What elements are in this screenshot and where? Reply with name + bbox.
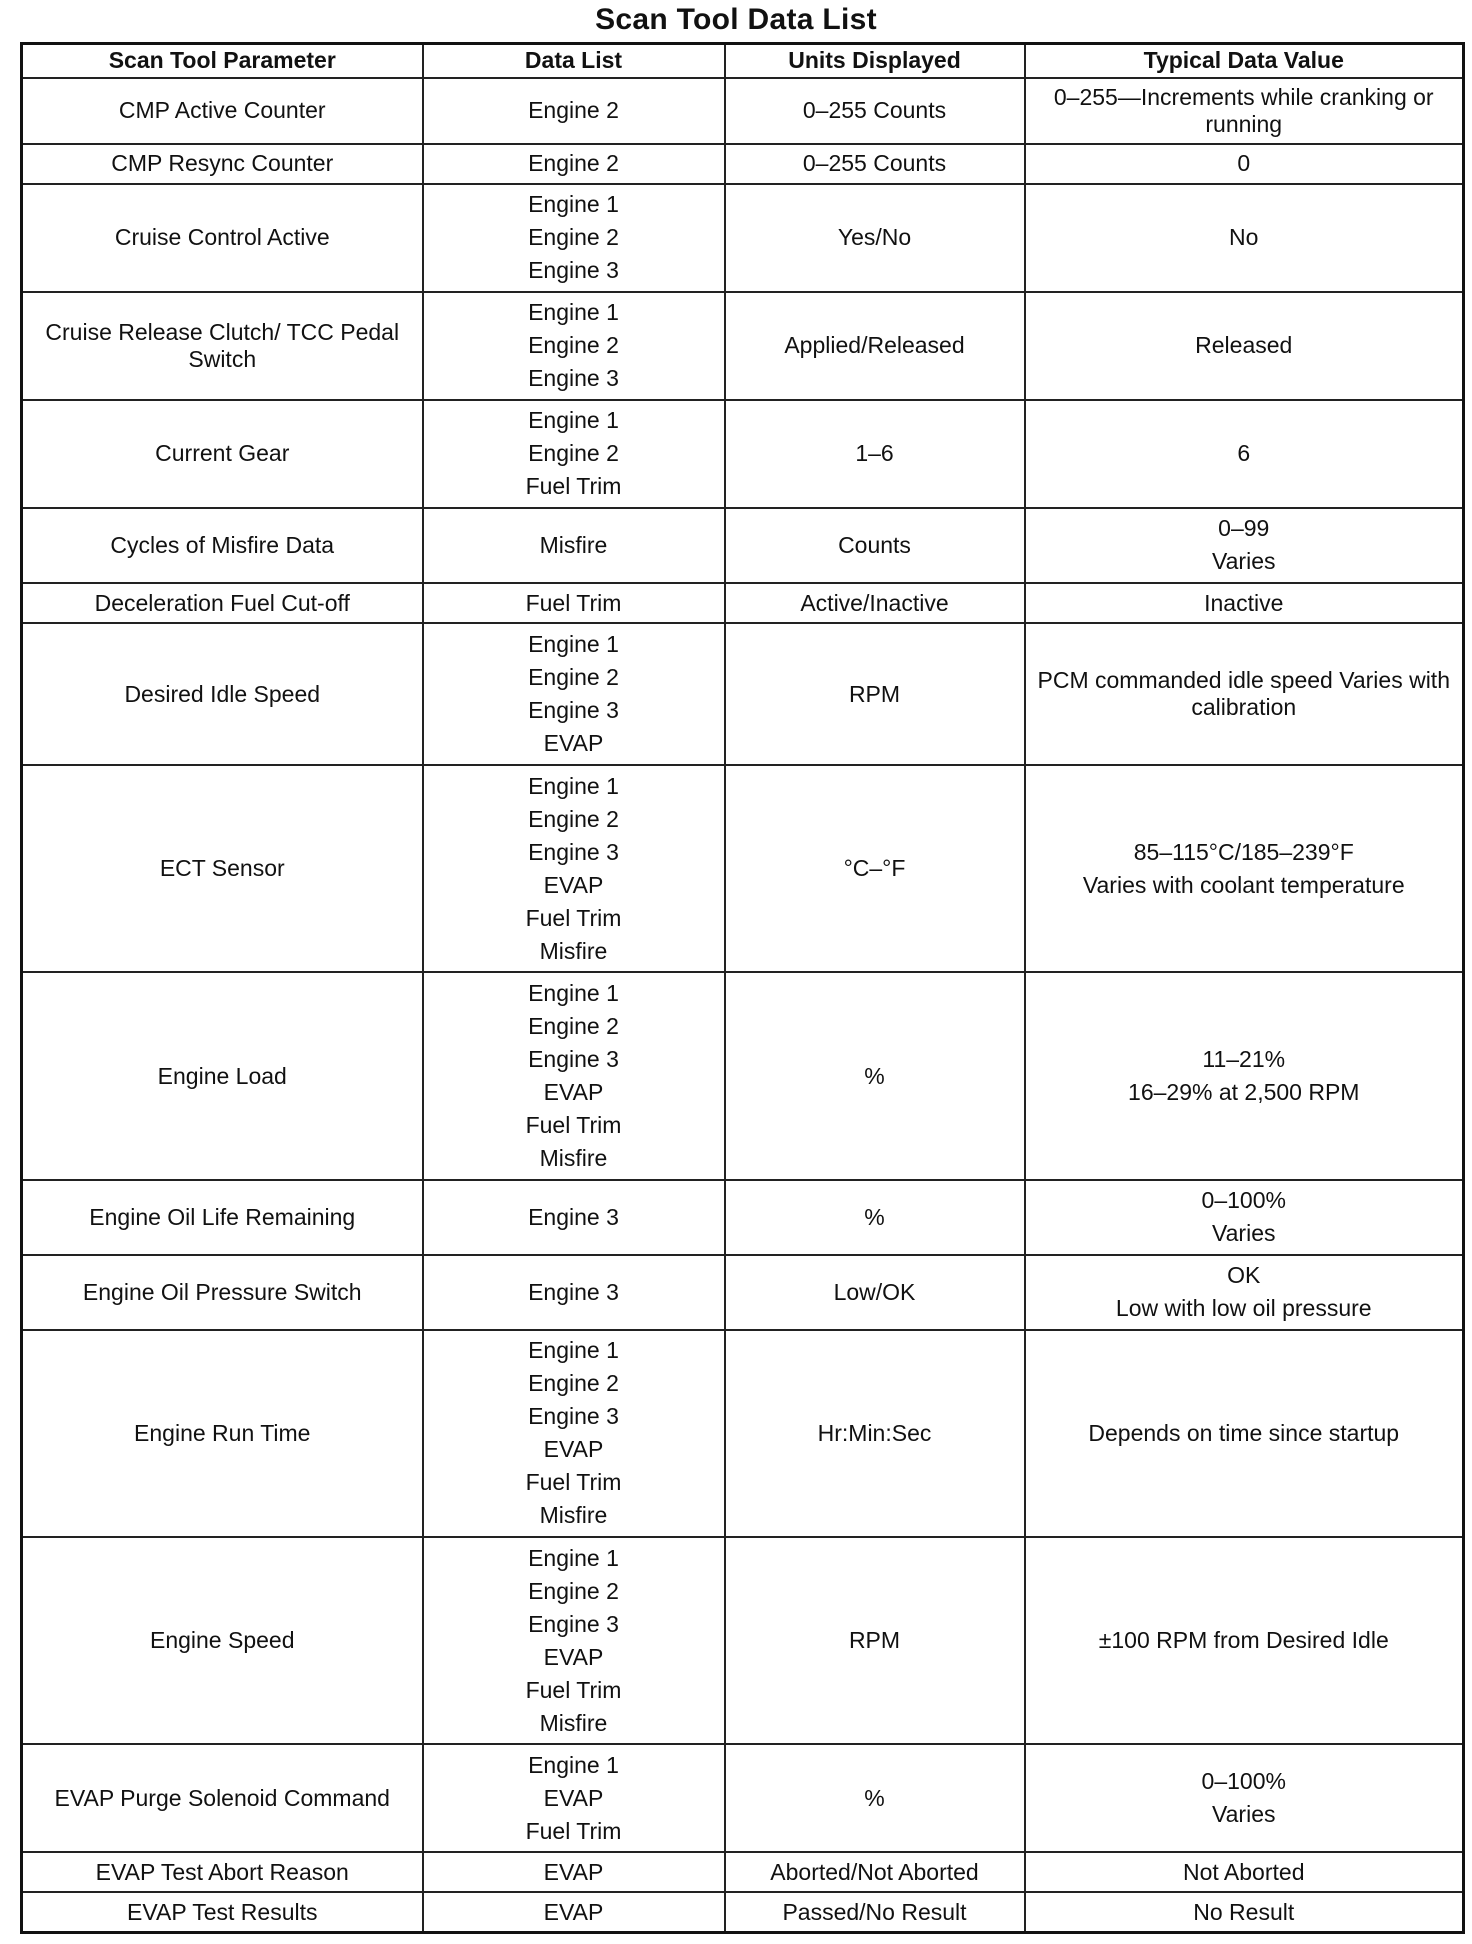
- data-list-entry: EVAP: [543, 1898, 604, 1925]
- cell-data-list: [423, 400, 725, 508]
- data-list-entry: Misfire: [539, 531, 608, 558]
- parameter-text: EVAP Test Results: [127, 1898, 318, 1925]
- table-row: [22, 1744, 1464, 1852]
- data-list-entry: Engine 2: [528, 440, 619, 467]
- typical-value-line: ±100 RPM from Desired Idle: [1098, 1627, 1389, 1654]
- cell-typical-value: [1025, 1892, 1464, 1932]
- data-list-entry: Misfire: [539, 1145, 608, 1171]
- typical-value-line: 0–100%: [1201, 1187, 1286, 1214]
- parameter-text: CMP Resync Counter: [111, 150, 334, 177]
- parameter-text: Engine Load: [157, 1062, 287, 1089]
- table-row: [22, 184, 1464, 292]
- cell-typical-value: [1025, 972, 1464, 1179]
- units-text: Active/Inactive: [800, 589, 949, 616]
- table-row: [22, 292, 1464, 400]
- cell-data-list: [423, 1330, 725, 1537]
- parameter-text: CMP Active Counter: [118, 97, 326, 124]
- cell-units: [725, 144, 1025, 184]
- data-list-entry: Fuel Trim: [525, 1112, 622, 1138]
- table-row: [22, 583, 1464, 623]
- parameter-text: ECT Sensor: [159, 855, 285, 882]
- cell-units: [725, 184, 1025, 292]
- data-list-entry: EVAP: [543, 1858, 604, 1885]
- parameter-text: EVAP Purge Solenoid Command: [54, 1784, 390, 1811]
- table-row: [22, 972, 1464, 1179]
- typical-value-line: Released: [1195, 332, 1293, 359]
- cell-data-list: [423, 1744, 725, 1852]
- data-list-entry: EVAP: [543, 871, 604, 898]
- data-list-entry: Engine 1: [528, 980, 619, 1006]
- cell-data-list: [423, 1255, 725, 1330]
- data-list-entry: Misfire: [539, 1709, 608, 1736]
- table-row: [22, 78, 1464, 144]
- typical-value-line: No: [1229, 224, 1259, 251]
- cell-parameter: [22, 78, 423, 144]
- cell-data-list: [423, 292, 725, 400]
- table-row: [22, 1255, 1464, 1330]
- data-list-entry: Engine 3: [528, 838, 619, 865]
- data-list-entry: Engine 3: [528, 1403, 619, 1430]
- parameter-text: Current Gear: [155, 440, 290, 467]
- column-header-typical-value: Typical Data Value: [1025, 44, 1464, 78]
- cell-units: [725, 972, 1025, 1179]
- scan-tool-data-table: [20, 42, 1465, 1934]
- cell-parameter: [22, 400, 423, 508]
- typical-value-line: Inactive: [1204, 589, 1284, 616]
- data-list-entry: Engine 1: [528, 1337, 619, 1364]
- column-header-data-list: Data List: [423, 44, 725, 78]
- data-list-entry: Engine 2: [528, 1013, 619, 1039]
- cell-data-list: [423, 78, 725, 144]
- data-list-entry: Fuel Trim: [525, 1676, 622, 1703]
- data-list-entry: Fuel Trim: [525, 589, 622, 616]
- data-list-entry: Engine 1: [528, 407, 619, 434]
- cell-typical-value: [1025, 1537, 1464, 1744]
- cell-data-list: [423, 184, 725, 292]
- units-text: RPM: [848, 680, 901, 707]
- parameter-text: Engine Oil Life Remaining: [89, 1203, 356, 1230]
- cell-units: [725, 623, 1025, 765]
- data-list-entry: EVAP: [543, 1436, 604, 1463]
- parameter-text: Cycles of Misfire Data: [110, 531, 335, 558]
- cell-typical-value: [1025, 144, 1464, 184]
- data-list-entry: Engine 2: [528, 97, 619, 124]
- cell-units: [725, 583, 1025, 623]
- cell-parameter: [22, 144, 423, 184]
- typical-value-line: Varies: [1212, 1801, 1276, 1828]
- cell-units: [725, 1255, 1025, 1330]
- typical-value-line: 6: [1237, 440, 1251, 467]
- parameter-text: Cruise Release Clutch/ TCC Pedal Switch: [45, 318, 400, 372]
- data-list-entry: Engine 1: [528, 631, 619, 658]
- parameter-text: Deceleration Fuel Cut-off: [94, 589, 350, 616]
- data-list-entry: Engine 2: [528, 332, 619, 359]
- data-list-entry: Misfire: [539, 937, 608, 964]
- typical-value-line: 16–29% at 2,500 RPM: [1128, 1079, 1360, 1105]
- cell-parameter: [22, 1180, 423, 1255]
- cell-typical-value: [1025, 184, 1464, 292]
- cell-parameter: [22, 184, 423, 292]
- typical-value-line: 0: [1237, 150, 1251, 177]
- typical-value-line: No Result: [1193, 1898, 1295, 1925]
- typical-value-line: 0–100%: [1201, 1768, 1286, 1795]
- units-text: 0–255 Counts: [802, 150, 947, 177]
- units-text: Passed/No Result: [782, 1898, 967, 1925]
- table-row: [22, 1852, 1464, 1892]
- typical-value-line: Varies with coolant temperature: [1082, 871, 1405, 898]
- cell-units: [725, 1852, 1025, 1892]
- units-text: Aborted/Not Aborted: [770, 1858, 979, 1885]
- table-row: [22, 1180, 1464, 1255]
- typical-value-line: Depends on time since startup: [1088, 1419, 1400, 1446]
- units-text: 0–255 Counts: [802, 97, 947, 124]
- cell-typical-value: [1025, 583, 1464, 623]
- data-list-entry: Engine 1: [528, 772, 619, 799]
- data-list-entry: Engine 1: [528, 191, 619, 218]
- cell-units: [725, 1537, 1025, 1744]
- parameter-text: Engine Oil Pressure Switch: [82, 1278, 362, 1305]
- table-row: [22, 765, 1464, 972]
- data-list-entry: EVAP: [543, 1784, 604, 1811]
- cell-units: [725, 78, 1025, 144]
- cell-typical-value: [1025, 292, 1464, 400]
- cell-parameter: [22, 1744, 423, 1852]
- cell-data-list: [423, 508, 725, 583]
- data-list-entry: Engine 3: [528, 697, 619, 724]
- typical-value-line: 85–115°C/185–239°F: [1133, 838, 1354, 865]
- cell-data-list: [423, 623, 725, 765]
- data-list-entry: Engine 3: [528, 365, 619, 392]
- table-header-row: [22, 44, 1464, 78]
- cell-units: [725, 1892, 1025, 1932]
- cell-parameter: [22, 292, 423, 400]
- data-list-entry: Misfire: [539, 1502, 608, 1529]
- cell-typical-value: [1025, 400, 1464, 508]
- data-list-entry: Engine 1: [528, 299, 619, 326]
- cell-data-list: [423, 144, 725, 184]
- cell-units: [725, 292, 1025, 400]
- cell-units: [725, 508, 1025, 583]
- parameter-text: Desired Idle Speed: [124, 680, 321, 707]
- table-row: [22, 400, 1464, 508]
- cell-data-list: [423, 972, 725, 1179]
- typical-value-line: Not Aborted: [1183, 1858, 1305, 1885]
- data-list-entry: Fuel Trim: [525, 904, 622, 931]
- data-list-entry: Engine 2: [528, 1370, 619, 1397]
- cell-parameter: [22, 583, 423, 623]
- cell-parameter: [22, 972, 423, 1179]
- typical-value-line: Varies: [1212, 1220, 1276, 1247]
- cell-typical-value: [1025, 765, 1464, 972]
- cell-units: [725, 1744, 1025, 1852]
- table-body: [22, 78, 1464, 1933]
- data-list-entry: Engine 2: [528, 805, 619, 832]
- typical-value-line: Varies: [1212, 548, 1276, 575]
- typical-value-line: OK: [1227, 1262, 1261, 1289]
- parameter-text: EVAP Test Abort Reason: [95, 1858, 349, 1885]
- cell-data-list: [423, 1180, 725, 1255]
- cell-units: [725, 765, 1025, 972]
- cell-data-list: [423, 1852, 725, 1892]
- data-list-entry: Fuel Trim: [525, 1469, 622, 1496]
- data-list-entry: EVAP: [543, 730, 604, 757]
- units-text: Hr:Min:Sec: [817, 1419, 932, 1446]
- cell-parameter: [22, 623, 423, 765]
- units-text: °C–°F: [843, 855, 906, 882]
- data-list-entry: Engine 3: [528, 1203, 619, 1230]
- table-row: [22, 508, 1464, 583]
- cell-parameter: [22, 1255, 423, 1330]
- cell-typical-value: [1025, 1255, 1464, 1330]
- column-header-units: Units Displayed: [725, 44, 1025, 78]
- typical-value-line: Low with low oil pressure: [1115, 1295, 1372, 1322]
- parameter-text: Engine Speed: [149, 1627, 295, 1654]
- table-row: [22, 623, 1464, 765]
- units-text: RPM: [848, 1627, 901, 1654]
- cell-typical-value: [1025, 78, 1464, 144]
- data-list-entry: Fuel Trim: [525, 1817, 622, 1844]
- cell-typical-value: [1025, 1744, 1464, 1852]
- units-text: Applied/Released: [784, 332, 965, 359]
- cell-parameter: [22, 765, 423, 972]
- column-header-parameter: Scan Tool Parameter: [22, 44, 423, 78]
- typical-value-line: 0–99: [1218, 515, 1270, 542]
- cell-units: [725, 400, 1025, 508]
- units-text: Counts: [838, 531, 911, 558]
- data-list-entry: Fuel Trim: [525, 473, 622, 500]
- cell-data-list: [423, 765, 725, 972]
- parameter-text: Cruise Control Active: [114, 224, 330, 251]
- table-row: [22, 1537, 1464, 1744]
- data-list-entry: Engine 3: [528, 1610, 619, 1637]
- cell-parameter: [22, 1330, 423, 1537]
- units-text: 1–6: [855, 440, 894, 467]
- cell-units: [725, 1330, 1025, 1537]
- units-text: Yes/No: [837, 224, 912, 251]
- cell-parameter: [22, 1537, 423, 1744]
- data-list-entry: EVAP: [543, 1079, 604, 1105]
- units-text: Low/OK: [833, 1278, 916, 1305]
- data-list-entry: Engine 2: [528, 1577, 619, 1604]
- data-list-entry: Engine 1: [528, 1544, 619, 1571]
- data-list-entry: Engine 2: [528, 664, 619, 691]
- cell-typical-value: [1025, 623, 1464, 765]
- cell-data-list: [423, 1892, 725, 1932]
- data-list-entry: Engine 2: [528, 224, 619, 251]
- typical-value-line: 11–21%: [1202, 1046, 1286, 1072]
- units-text: %: [864, 1784, 885, 1811]
- cell-typical-value: [1025, 1330, 1464, 1537]
- cell-parameter: [22, 1892, 423, 1932]
- table-row: [22, 1330, 1464, 1537]
- cell-typical-value: [1025, 1852, 1464, 1892]
- units-text: %: [864, 1062, 885, 1089]
- units-text: %: [864, 1203, 885, 1230]
- data-list-entry: Engine 2: [528, 150, 619, 177]
- cell-typical-value: [1025, 508, 1464, 583]
- data-list-entry: Engine 3: [528, 1278, 619, 1305]
- cell-units: [725, 1180, 1025, 1255]
- data-list-entry: EVAP: [543, 1643, 604, 1670]
- table-row: [22, 144, 1464, 184]
- page-title: Scan Tool Data List: [595, 3, 877, 36]
- typical-value-line: 0–255—Increments while cranking or running: [1053, 83, 1434, 137]
- data-list-entry: Engine 3: [528, 257, 619, 284]
- table-row: [22, 1892, 1464, 1932]
- typical-value-line: PCM commanded idle speed Varies with calibration: [1037, 667, 1450, 721]
- data-list-entry: Engine 1: [528, 1751, 619, 1778]
- cell-typical-value: [1025, 1180, 1464, 1255]
- cell-data-list: [423, 1537, 725, 1744]
- cell-parameter: [22, 1852, 423, 1892]
- parameter-text: Engine Run Time: [134, 1419, 311, 1446]
- cell-data-list: [423, 583, 725, 623]
- data-list-entry: Engine 3: [528, 1046, 619, 1072]
- cell-parameter: [22, 508, 423, 583]
